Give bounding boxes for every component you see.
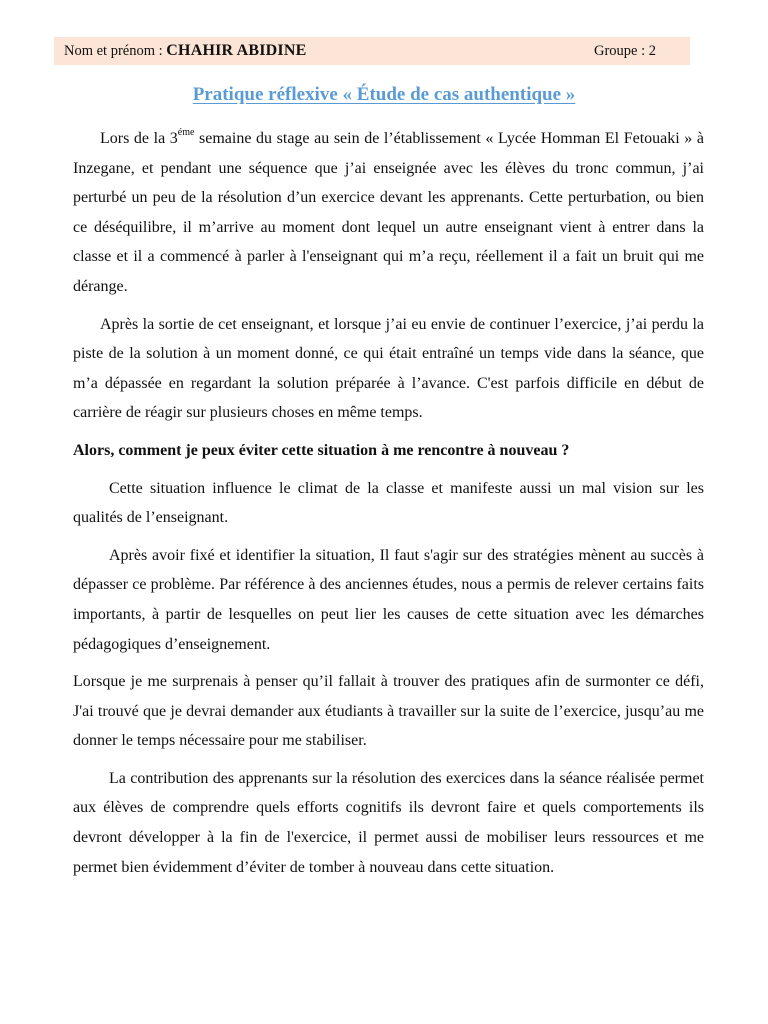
paragraph-2: Après la sortie de cet enseignant, et lorsque j’ai eu envie de continuer l’exercice, j’ai perdu la piste de la solution à un moment donné, ce qui était entraîné un temps vide dans la séance, que m’a dépassée en regardant la solution préparée à l’avance. C'est parfois difficile en début de carrière de réagir sur plusieurs choses en même temps. — [73, 315, 704, 422]
paragraph-5: Lorsque je me surprenais à penser qu’il fallait à trouver des pratiques afin de surmonter ce défi, J'ai trouvé que je devrai demander aux étudiants à travailler sur la suite de l’exercice, jusqu’au me donner le temps nécessaire pour me stabiliser. — [73, 673, 704, 750]
question-heading: Alors, comment je peux éviter cette situation à me rencontre à nouveau ? — [73, 441, 570, 459]
paragraph-6: La contribution des apprenants sur la résolution des exercices dans la séance réalisée permet aux élèves de comprendre quels efforts cognitifs ils devront faire et quels comportements ils devront développer à la fin de l'exercice, il permet aussi de mobiliser leurs ressources et me permet bien évidemment d’éviter de tomber à nouveau dans cette situation. — [73, 769, 704, 876]
group-label: Groupe : 2 — [594, 42, 657, 59]
document-title: Pratique réflexive « Étude de cas authentique » — [192, 84, 576, 105]
paragraph-1-rest: semaine du stage au sein de l’établissement « Lycée Homman El Fetouaki » à Inzegane, et pendant une séquence que j’ai enseignée avec les élèves du tronc commun, j’ai perturbé un peu de la résolution d’un exercice devant les apprenants. Cette perturbation, ou bien ce déséquilibre, il m’arrive au moment dont lequel un autre enseignant vient à entrer dans la classe et il a commencé à parler à l'enseignant qui m’a reçu, réellement il a fait un bruit qui me dérange. — [73, 130, 705, 295]
paragraph-1-start: Lors de la 3 — [100, 130, 178, 147]
document-body — [73, 124, 704, 890]
name-label: Nom et prénom : — [64, 42, 167, 59]
paragraph-3: Cette situation influence le climat de la classe et manifeste aussi un mal vision sur les qualités de l’enseignant. — [73, 479, 704, 527]
header-bar — [54, 37, 690, 65]
ordinal-superscript: éme — [177, 126, 195, 138]
paragraph-1 — [73, 124, 704, 302]
paragraph-4: Après avoir fixé et identifier la situation, Il faut s'agir sur des stratégies mènent au succès à dépasser ce problème. Par référence à des anciennes études, nous a permis de relever certains faits importants, à partir de lesquelles on peut lier les causes de cette situation avec les démarches pédagogiques d’enseignement. — [73, 546, 704, 653]
student-name: CHAHIR ABIDINE — [166, 42, 307, 59]
